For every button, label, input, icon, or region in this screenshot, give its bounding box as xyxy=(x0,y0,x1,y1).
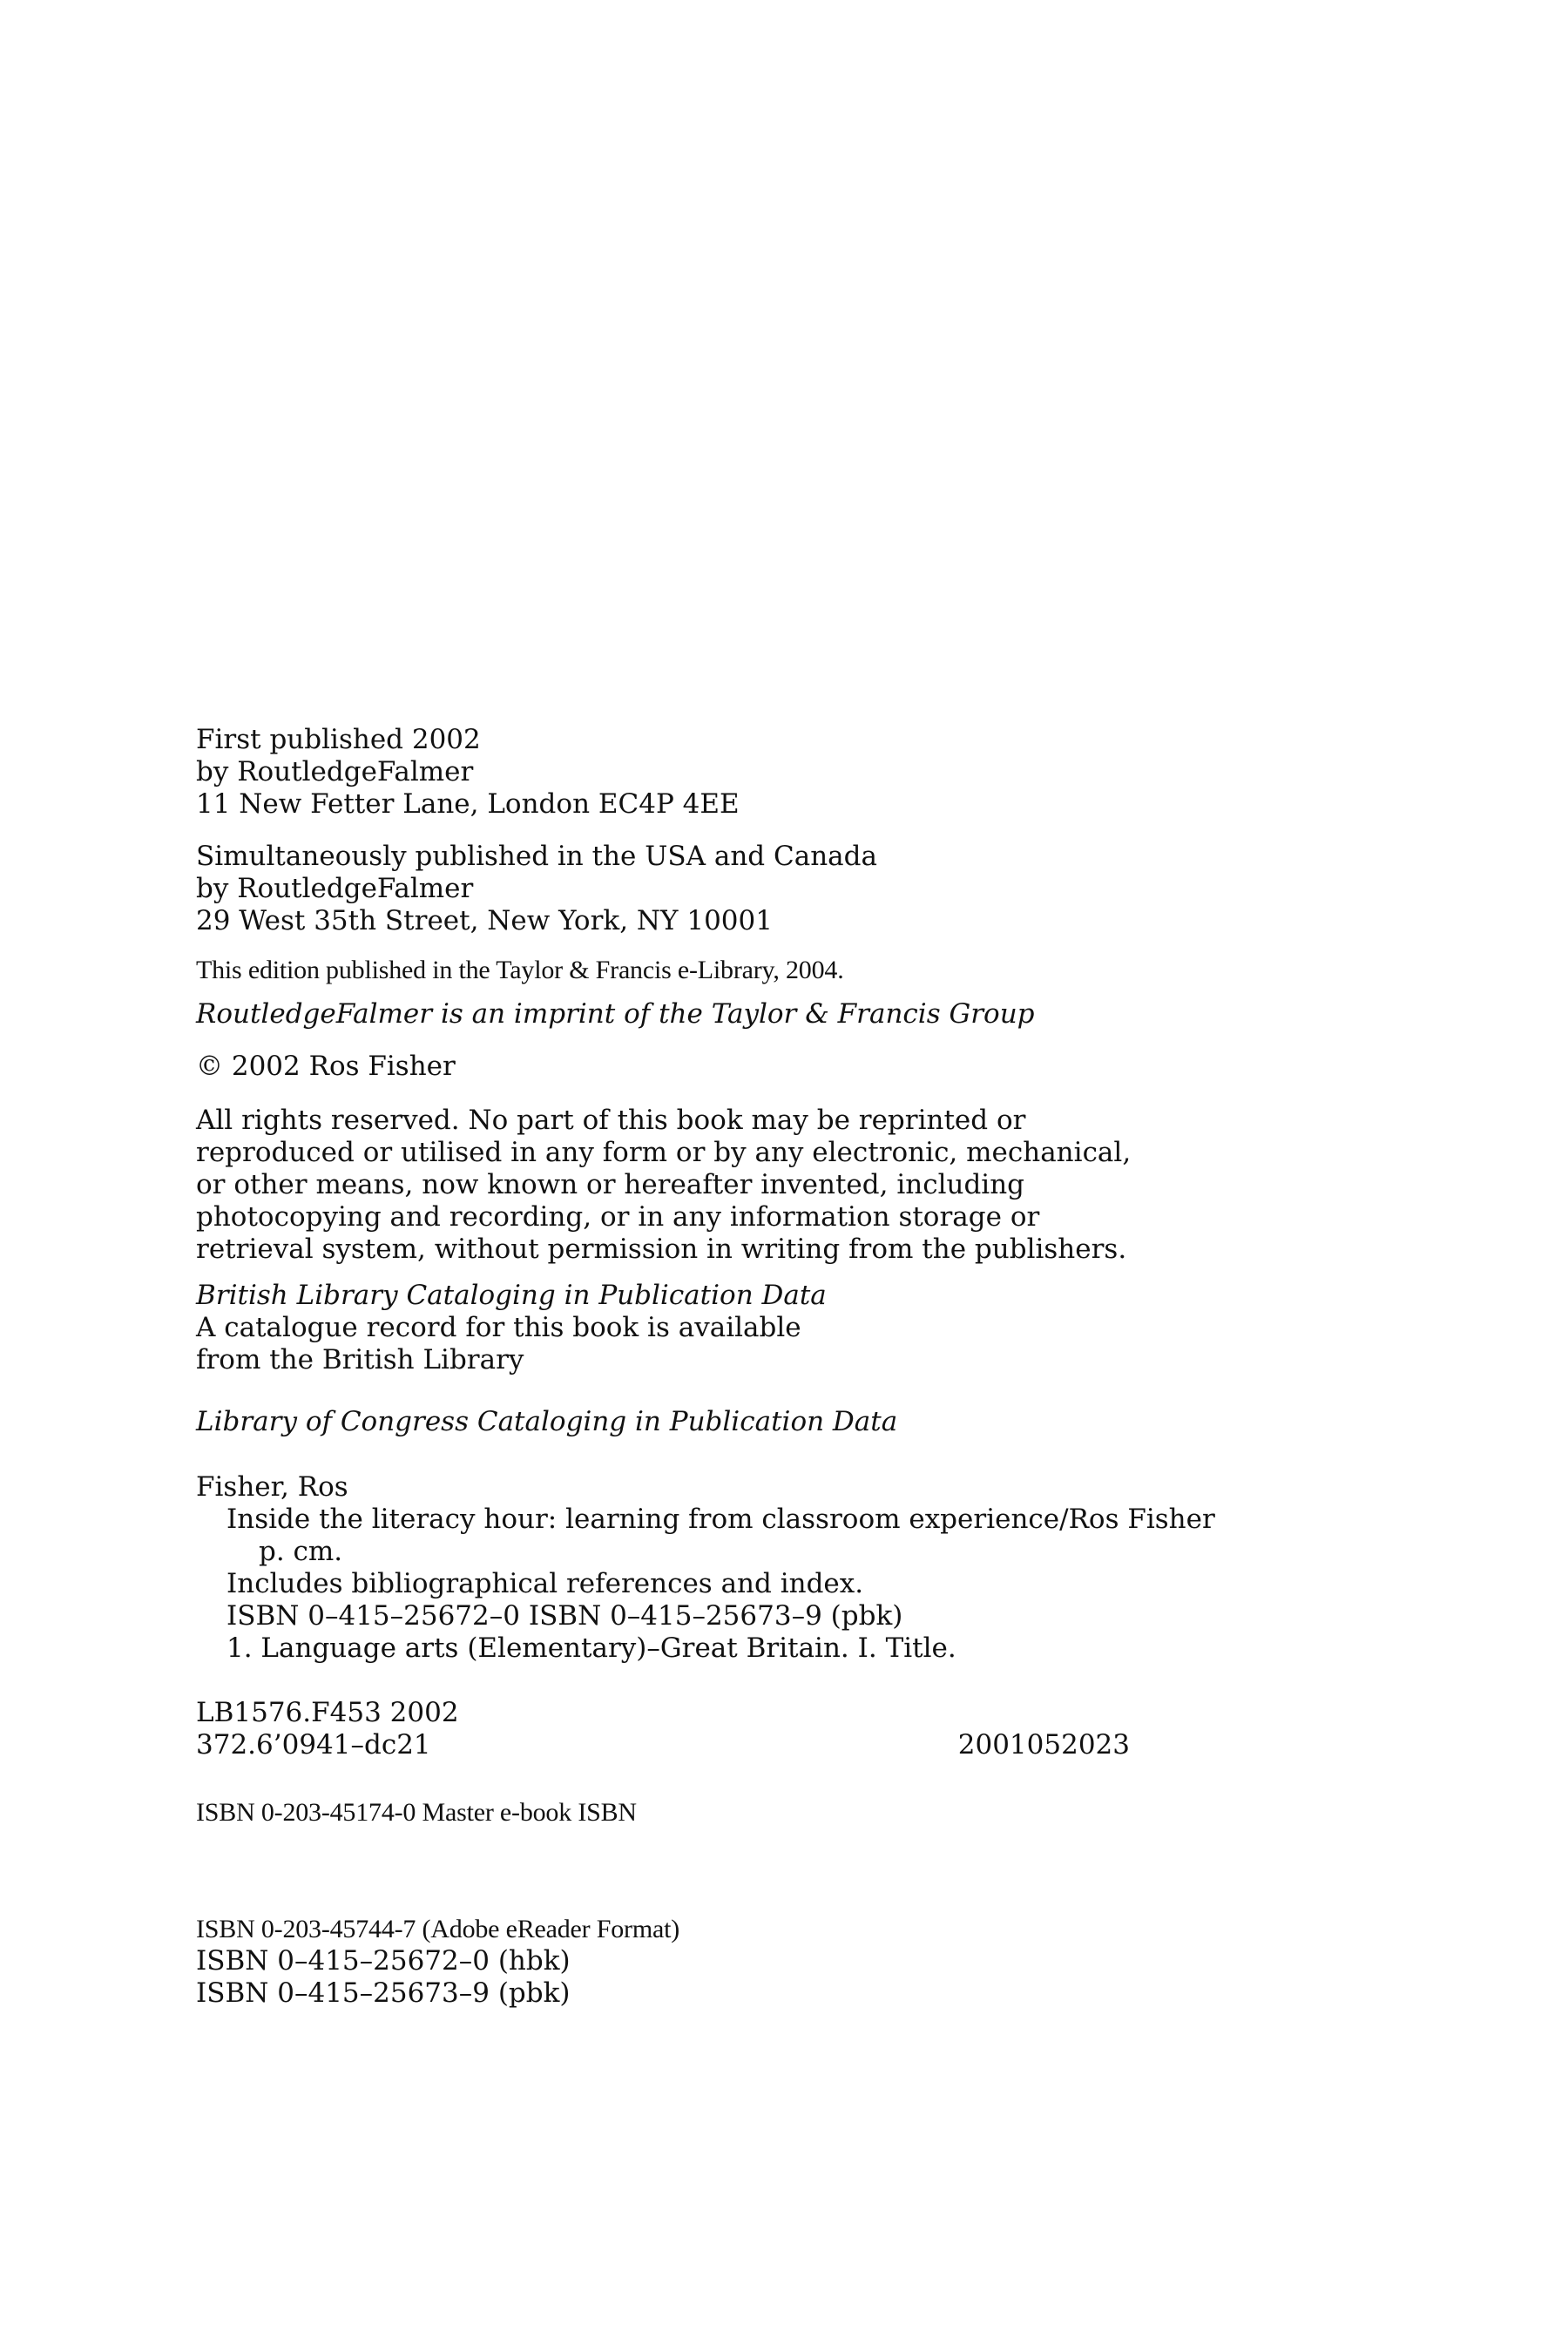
hbk-isbn: ISBN 0–415–25672–0 (hbk) xyxy=(196,1945,571,1977)
ebook-edition-note xyxy=(196,954,1172,986)
us-publisher-info xyxy=(196,841,1172,937)
loc-heading: Library of Congress Cataloging in Publication Data xyxy=(196,1406,898,1437)
rights-line: All rights reserved. No part of this book may be reprinted or xyxy=(196,1105,1026,1136)
publisher-address-us: 29 West 35th Street, New York, NY 10001 xyxy=(196,905,773,936)
rights-line: or other means, now known or hereafter invented, including xyxy=(196,1169,1025,1200)
publisher-address-uk: 11 New Fetter Lane, London EC4P 4EE xyxy=(196,788,740,820)
imprint: RoutledgeFalmer is an imprint of the Taylor & Francis Group xyxy=(196,998,1035,1030)
rights-line: reproduced or utilised in any form or by any electronic, mechanical, xyxy=(196,1137,1132,1168)
loc-heading-block xyxy=(196,1406,1172,1438)
loc-lccn: 2001052023 xyxy=(957,1729,1130,1761)
ebook-edition: This edition published in the Taylor & Francis e-Library, 2004. xyxy=(196,956,844,984)
copyright-note xyxy=(196,1051,1172,1083)
publisher-info xyxy=(196,724,1172,821)
loc-pages: p. cm. xyxy=(259,1536,343,1567)
loc-dewey: 372.6’0941–dc21 xyxy=(196,1729,431,1761)
british-library-line: from the British Library xyxy=(196,1344,524,1375)
first-published: First published 2002 xyxy=(196,724,481,755)
copyright: © 2002 Ros Fisher xyxy=(196,1051,456,1082)
isbn-list xyxy=(196,1913,1172,2010)
master-ebook-isbn: ISBN 0-203-45174-0 Master e-book ISBN xyxy=(196,1798,637,1827)
publisher-name-uk: by RoutledgeFalmer xyxy=(196,756,474,787)
loc-title: Inside the literacy hour: learning from classroom experience/Ros Fisher xyxy=(226,1504,1215,1535)
loc-dewey-row xyxy=(196,1729,1130,1761)
rights-line: photocopying and recording, or in any information storage or xyxy=(196,1201,1040,1233)
british-library-data xyxy=(196,1280,1172,1376)
british-library-line: A catalogue record for this book is available xyxy=(196,1312,801,1343)
adobe-isbn: ISBN 0-203-45744-7 (Adobe eReader Format) xyxy=(196,1915,680,1943)
master-isbn-block xyxy=(196,1796,1172,1828)
loc-call-number: LB1576.F453 2002 xyxy=(196,1697,459,1728)
loc-subject: 1. Language arts (Elementary)–Great Britain. I. Title. xyxy=(226,1632,956,1664)
publisher-name-us: by RoutledgeFalmer xyxy=(196,873,474,904)
loc-classification xyxy=(196,1697,1172,1761)
imprint-note xyxy=(196,998,1172,1031)
loc-isbn-line: ISBN 0–415–25672–0 ISBN 0–415–25673–9 (pbk) xyxy=(226,1600,903,1632)
loc-includes: Includes bibliographical references and index. xyxy=(226,1568,864,1599)
pbk-isbn: ISBN 0–415–25673–9 (pbk) xyxy=(196,1977,571,2009)
rights-line: retrieval system, without permission in writing from the publishers. xyxy=(196,1233,1127,1265)
loc-author: Fisher, Ros xyxy=(196,1471,348,1503)
loc-record xyxy=(196,1471,1215,1665)
british-library-heading: British Library Cataloging in Publication Data xyxy=(196,1280,827,1311)
simultaneous-publication: Simultaneously published in the USA and Canada xyxy=(196,841,877,872)
rights-statement xyxy=(196,1105,1172,1266)
